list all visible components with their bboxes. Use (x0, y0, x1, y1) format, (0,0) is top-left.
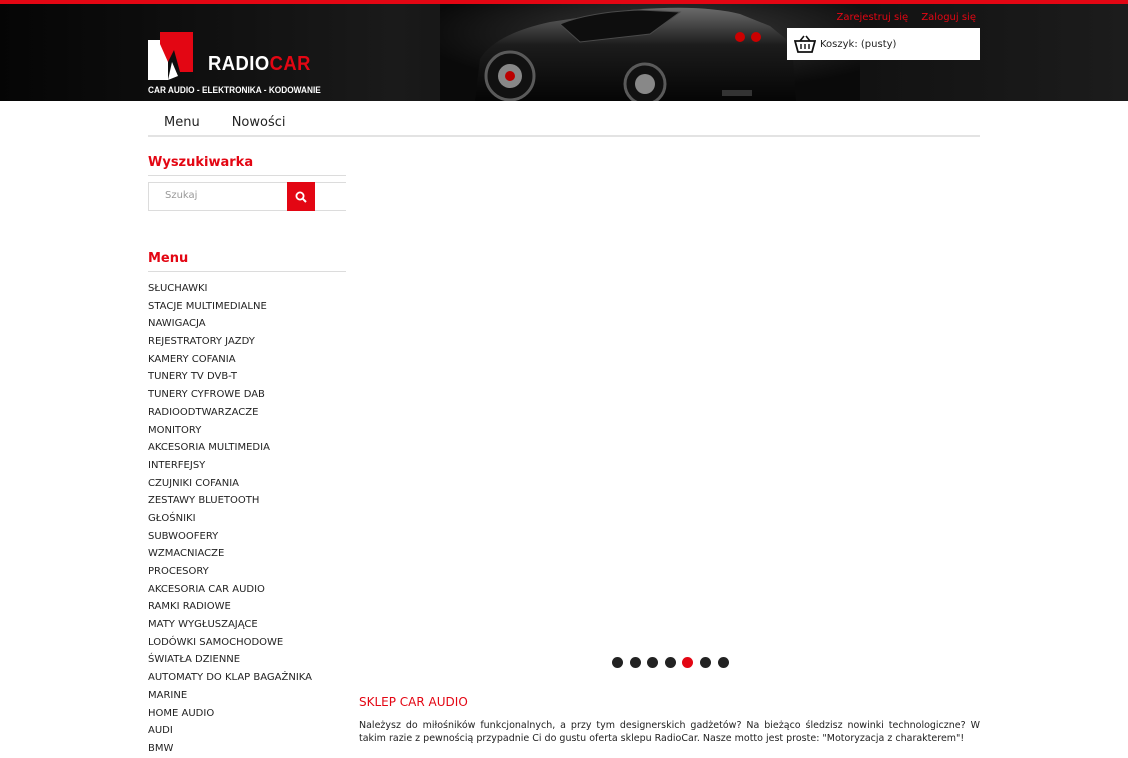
shop-description-title: SKLEP CAR AUDIO (359, 695, 468, 709)
shop-description (359, 695, 980, 753)
main-navigation (148, 101, 980, 137)
category-item[interactable]: INTERFEJSY (148, 459, 206, 471)
category-item[interactable]: KAMERY COFANIA (148, 353, 236, 365)
search-input[interactable] (148, 182, 287, 211)
slider-dot[interactable] (718, 657, 729, 668)
category-item[interactable]: AKCESORIA MULTIMEDIA (148, 442, 270, 454)
category-item[interactable]: HOME AUDIO (148, 707, 215, 719)
homepage-slider (359, 150, 980, 650)
user-links (827, 12, 977, 23)
category-item[interactable]: ŚWIATŁA DZIENNE (148, 654, 241, 666)
category-menu-block (148, 251, 346, 758)
search-button[interactable] (287, 182, 315, 211)
logo-word-car: CAR (269, 53, 311, 75)
slider-dot[interactable] (612, 657, 623, 668)
search-block-title: Wyszukiwarka (148, 155, 346, 176)
cart-summary[interactable] (787, 28, 980, 60)
category-item[interactable]: RADIOODTWARZACZE (148, 406, 259, 418)
slider-dot[interactable] (665, 657, 676, 668)
register-link[interactable]: Zarejestruj się (836, 12, 909, 23)
search-form (148, 182, 346, 211)
category-item[interactable]: PROCESORY (148, 566, 209, 577)
category-item[interactable]: SUBWOOFERY (148, 530, 219, 542)
search-field-border (315, 182, 346, 211)
category-item[interactable]: ZESTAWY BLUETOOTH (148, 495, 260, 507)
search-placeholder: Szukaj (165, 190, 198, 201)
logo-word-radio: RADIO (208, 53, 270, 75)
category-item[interactable]: MATY WYGŁUSZAJĄCE (148, 619, 258, 631)
login-link[interactable]: Zaloguj się (921, 12, 976, 23)
site-logo[interactable] (148, 32, 321, 100)
category-item[interactable]: LODÓWKI SAMOCHODOWE (148, 636, 284, 648)
category-item[interactable]: RAMKI RADIOWE (148, 601, 231, 613)
category-item[interactable]: REJESTRATORY JAZDY (148, 336, 255, 348)
nav-item-menu[interactable]: Menu (164, 114, 200, 130)
category-list (148, 280, 346, 758)
slider-dot[interactable] (630, 657, 641, 668)
logo-text (208, 53, 311, 76)
category-item[interactable]: TUNERY CYFROWE DAB (148, 389, 265, 401)
basket-icon (794, 35, 816, 53)
category-item[interactable]: AUDI (148, 725, 173, 737)
slider-dot[interactable] (682, 657, 693, 668)
category-item[interactable]: MONITORY (148, 424, 202, 436)
logo-tagline: CAR AUDIO - ELEKTRONIKA - KODOWANIE (148, 85, 321, 95)
category-item[interactable]: NAWIGACJA (148, 318, 206, 330)
left-sidebar (148, 155, 346, 758)
category-item[interactable]: SŁUCHAWKI (148, 283, 208, 294)
category-item[interactable]: CZUJNIKI COFANIA (148, 477, 240, 489)
slider-dot[interactable] (647, 657, 658, 668)
category-item[interactable]: TUNERY TV DVB-T (148, 371, 237, 383)
nav-item-news[interactable]: Nowości (231, 114, 286, 130)
slider-pagination (612, 657, 735, 668)
logo-mark-icon (148, 32, 193, 80)
category-item[interactable]: MARINE (148, 689, 188, 701)
category-item[interactable]: WZMACNIACZE (148, 548, 225, 560)
category-item[interactable]: GŁOŚNIKI (148, 512, 196, 524)
category-item[interactable]: AUTOMATY DO KLAP BAGAŻNIKA (148, 672, 313, 684)
search-block (148, 155, 346, 211)
slider-dot[interactable] (700, 657, 711, 668)
category-item[interactable]: BMW (148, 742, 174, 754)
category-item[interactable]: AKCESORIA CAR AUDIO (148, 583, 265, 595)
magnifier-icon (295, 191, 307, 203)
category-item[interactable]: STACJE MULTIMEDIALNE (148, 300, 267, 312)
shop-description-paragraph: Należysz do miłośników funkcjonalnych, a przy tym designerskich gadżetów? Na bieżąco śledzisz nowinki technologiczne? W takim razie z pewnością przypadnie Ci do gustu oferta sklepu RadioCar. Nasze motto jest proste: "Motoryzacja z charakterem"! (359, 720, 980, 744)
cart-label: Koszyk: (pusty) (820, 38, 897, 50)
category-menu-title: Menu (148, 251, 346, 272)
